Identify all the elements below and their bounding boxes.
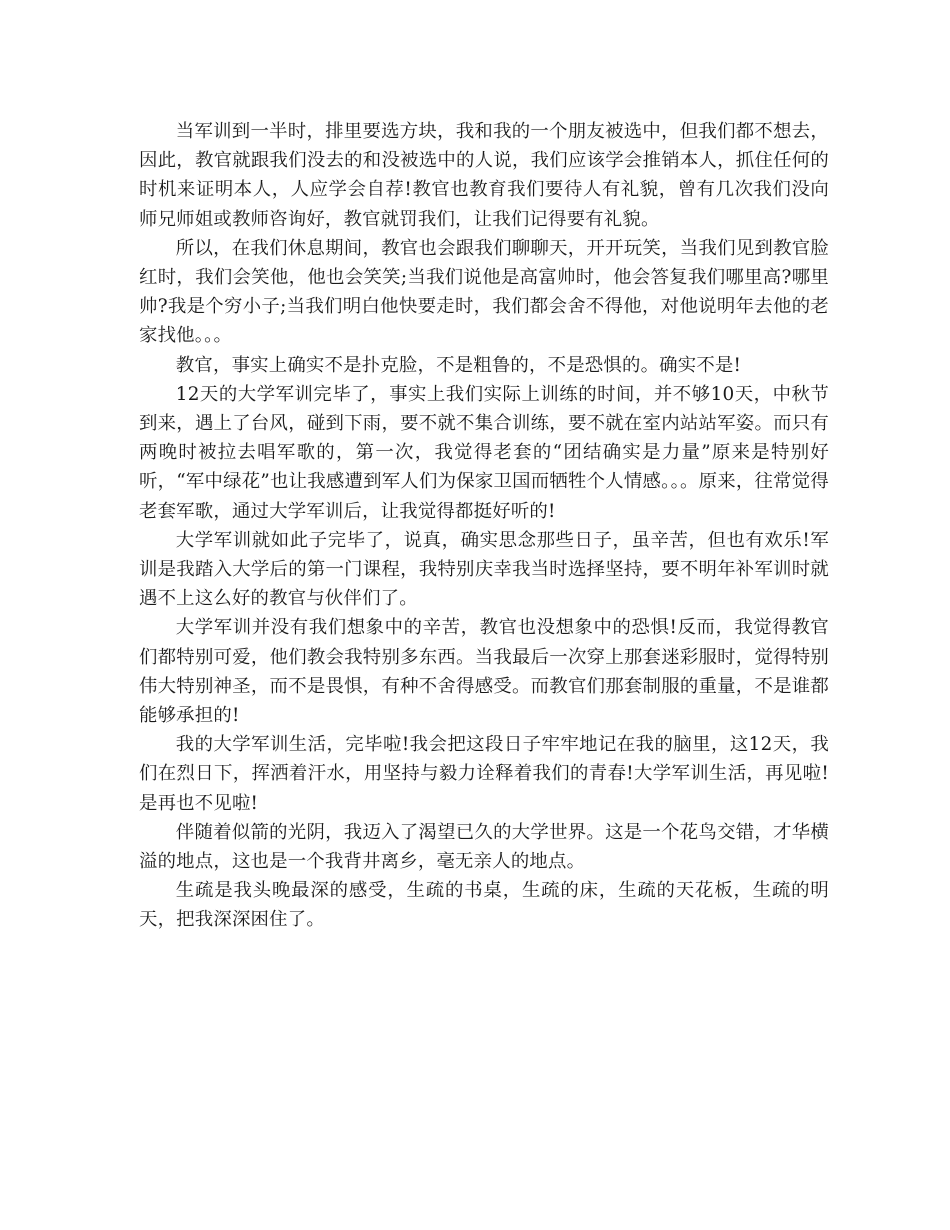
paragraph-5: 大学军训就如此子完毕了，说真，确实思念那些日子，虽辛苦，但也有欢乐!军训是我踏入大学后的第一门课程，我特别庆幸我当时选择坚持，要不明年补军训时就遇不上这么好的教官与伙伴们了。 <box>139 529 829 610</box>
paragraph-3: 教官，事实上确实不是扑克脸，不是粗鲁的，不是恐惧的。确实不是! <box>175 354 742 376</box>
paragraph-9: 生疏是我头晚最深的感受，生疏的书桌，生疏的床，生疏的天花板，生疏的明天，把我深深困住了。 <box>139 880 829 931</box>
paragraph-2: 所以，在我们休息期间，教官也会跟我们聊聊天，开开玩笑，当我们见到教官脸红时，我们会笑他，他也会笑笑;当我们说他是高富帅时，他会答复我们哪里高?哪里帅?我是个穷小子;当我们明白他快要走时，我们都会舍不得他，对他说明年去他的老家找他。。。 <box>139 237 829 347</box>
paragraph-8: 伴随着似箭的光阴，我迈入了渴望已久的大学世界。这是一个花鸟交错，才华横溢的地点，这也是一个我背井离乡，毫无亲人的地点。 <box>139 821 829 873</box>
paragraph-1: 当军训到一半时，排里要选方块，我和我的一个朋友被选中，但我们都不想去，因此，教官就跟我们没去的和没被选中的人说，我们应该学会推销本人，抓住任何的时机来证明本人，人应学会自荐!教官也教育我们要待人有礼貌，曾有几次我们没向师兄师姐或教师咨询好，教官就罚我们，让我们记得要有礼貌。 <box>139 121 829 230</box>
document-body <box>139 117 829 935</box>
paragraph-7: 我的大学军训生活，完毕啦!我会把这段日子牢牢地记在我的脑里，这12天，我们在烈日下，挥洒着汗水，用坚持与毅力诠释着我们的青春!大学军训生活，再见啦!是再也不见啦! <box>139 734 829 814</box>
paragraph-6: 大学军训并没有我们想象中的辛苦，教官也没想象中的恐惧!反而，我觉得教官们都特别可爱，他们教会我特别多东西。当我最后一次穿上那套迷彩服时，觉得特别伟大特别神圣，而不是畏惧，有种不舍得感受。而教官们那套制服的重量，不是谁都能够承担的! <box>139 617 829 727</box>
paragraph-4: 12天的大学军训完毕了，事实上我们实际上训练的时间，并不够10天，中秋节到来，遇上了台风，碰到下雨，要不就不集合训练，要不就在室内站站军姿。而只有两晚时被拉去唱军歌的，第一次，我觉得老套的“团结确实是力量”原来是特别好听，“军中绿花”也让我感遭到军人们为保家卫国而牺牲个人情感。。。原来，往常觉得老套军歌，通过大学军训后，让我觉得都挺好听的! <box>139 383 829 522</box>
